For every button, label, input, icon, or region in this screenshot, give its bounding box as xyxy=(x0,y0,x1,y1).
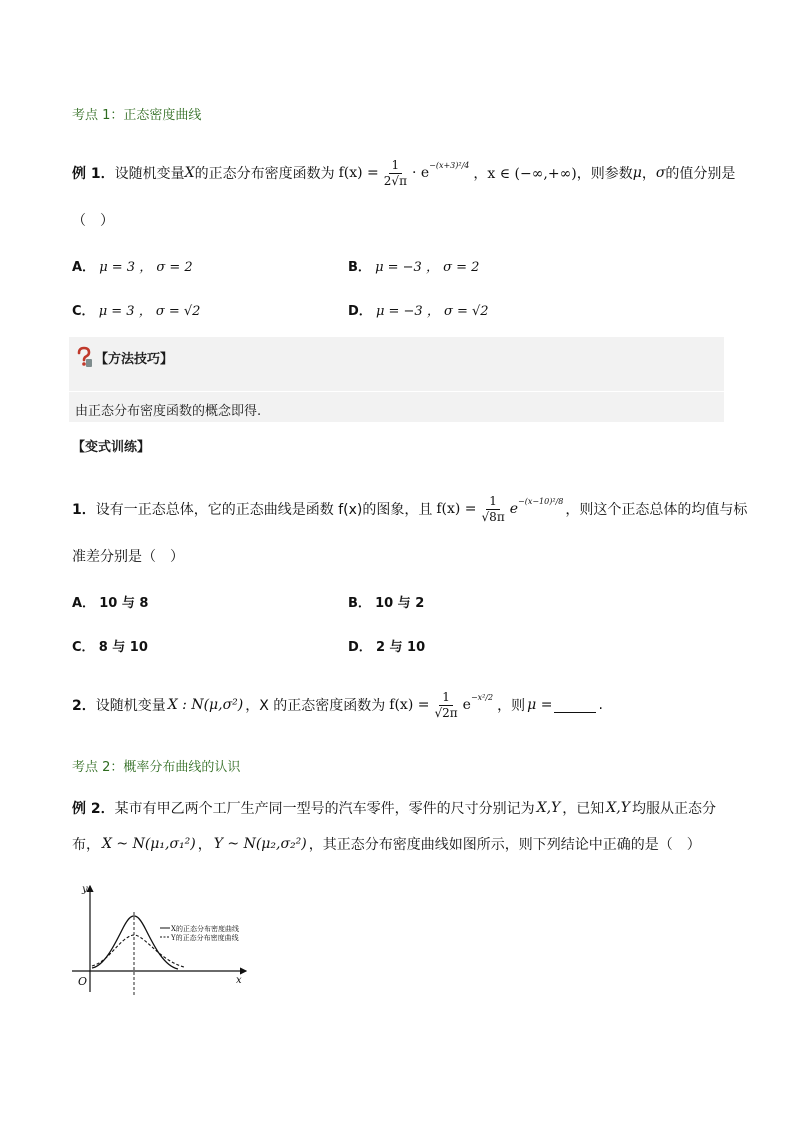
example-1-exponent: −(x+3)²/4 xyxy=(429,160,470,170)
question-2-fraction xyxy=(432,690,459,721)
option-letter: B． xyxy=(348,596,371,611)
example-1-text-after: ，则参数 xyxy=(576,166,633,182)
example-1-text-before: 设随机变量 xyxy=(114,166,185,182)
option-text: 8 与 10 xyxy=(98,640,148,655)
example-2-text1: 某市有甲乙两个工厂生产同一型号的汽车零件，零件的尺寸分别记为 xyxy=(114,801,535,817)
question-2-exponent: −x²/2 xyxy=(470,692,494,702)
example-1-fraction xyxy=(382,158,409,189)
question-1-frac-den: √8π xyxy=(481,509,505,524)
example-1-frac-den: 2√π xyxy=(383,173,407,188)
question-2-frac-num: 1 xyxy=(439,690,453,706)
question-1-line2: 准差分别是（ ） xyxy=(72,549,184,565)
question-1-option-b[interactable] xyxy=(348,592,424,611)
option-letter: C． xyxy=(72,640,95,655)
x-density-curve xyxy=(92,916,178,969)
tip-body: 由正态分布密度函数的概念即得. xyxy=(75,404,262,419)
density-curves-figure xyxy=(68,876,278,1000)
example-2-label: 例 2． xyxy=(72,801,115,817)
question-2-label: 2． xyxy=(72,698,96,714)
option-letter: D． xyxy=(348,304,372,319)
example-2-text2-end: ，其正态分布密度曲线如图所示，则下列结论中正确的是（ ） xyxy=(308,837,701,853)
option-text: μ = 3 ， σ = √2 xyxy=(98,304,201,319)
example-1-label: 例 1． xyxy=(72,166,115,182)
y-axis-label: y xyxy=(82,884,88,895)
option-text: μ = −3 ， σ = 2 xyxy=(375,260,480,275)
example-2-vars: X,Y xyxy=(536,800,561,816)
question-2-dist: X : N(μ,σ²) xyxy=(167,697,244,713)
option-text: 2 与 10 xyxy=(375,640,426,655)
example-1-frac-num: 1 xyxy=(389,158,403,174)
question-2-end: . xyxy=(598,697,603,713)
question-1-option-d[interactable] xyxy=(348,636,425,655)
section-heading-1: 考点 1：正态密度曲线 xyxy=(72,108,202,123)
example-2-text1-tail: 均服从正态分 xyxy=(631,801,716,817)
option-letter: B． xyxy=(348,260,371,275)
question-1-stem xyxy=(72,488,747,530)
question-1-exponent: −(x−10)²/8 xyxy=(518,496,564,506)
example-1-mu: μ xyxy=(632,165,642,181)
example-2-line1 xyxy=(72,798,716,818)
example-1-domain: ，x ∈ (−∞,+∞) xyxy=(473,166,577,182)
question-1-option-a[interactable] xyxy=(72,592,148,611)
question-1-text-after: ，则这个正态总体的均值与标 xyxy=(565,502,748,518)
section-heading-2: 考点 2：概率分布曲线的认识 xyxy=(72,760,241,775)
question-mark-icon xyxy=(75,346,93,368)
question-2-frac-den: √2π xyxy=(434,705,458,720)
example-2-dist-x: X ~ N(μ₁,σ₁²) xyxy=(102,836,196,852)
question-2-stem xyxy=(72,684,603,726)
example-1-paren: （ ） xyxy=(72,213,114,229)
example-1-option-b[interactable] xyxy=(348,256,479,275)
example-1-text-mid: 的正态分布密度函数为 xyxy=(194,166,335,182)
question-2-text-mid: ，X 的正态密度函数为 xyxy=(245,698,386,714)
option-text: μ = −3 ， σ = √2 xyxy=(375,304,489,319)
question-1-option-c[interactable] xyxy=(72,636,148,655)
question-2-formula-lhs: f(x) = xyxy=(389,697,430,713)
question-1-fraction xyxy=(480,494,507,525)
question-2-text-after: ，则 xyxy=(497,698,526,714)
example-2-sep: ， xyxy=(197,837,212,853)
x-axis-label: x xyxy=(236,975,242,986)
answer-blank[interactable] xyxy=(554,698,596,713)
example-1-exp-base: · e xyxy=(411,165,430,181)
example-2-line2 xyxy=(72,834,701,854)
legend-x-label: X的正态分布密度曲线 xyxy=(171,925,239,933)
example-1-option-c[interactable] xyxy=(72,300,200,319)
question-1-text-before: 设有一正态总体，它的正态曲线是函数 f(x)的图象，且 xyxy=(95,502,433,518)
example-1-option-d[interactable] xyxy=(348,300,489,319)
question-1-frac-num: 1 xyxy=(486,494,500,510)
tip-divider xyxy=(69,391,724,392)
option-letter: C． xyxy=(72,304,95,319)
option-letter: A． xyxy=(72,596,96,611)
tip-title: 【方法技巧】 xyxy=(95,351,174,367)
question-2-mu: μ = xyxy=(527,697,553,713)
example-2-vars-2: X,Y xyxy=(606,800,630,816)
option-text: 10 与 2 xyxy=(375,596,425,611)
example-2-dist-y: Y ~ N(μ₂,σ₂²) xyxy=(213,836,307,852)
option-letter: D． xyxy=(348,640,372,655)
tip-header xyxy=(75,346,173,368)
question-1-formula-lhs: f(x) = xyxy=(436,501,477,517)
legend-y-label: Y的正态分布密度曲线 xyxy=(171,934,239,942)
question-2-exp-base: e xyxy=(462,697,471,713)
question-1-label: 1． xyxy=(72,502,96,518)
option-text: 10 与 8 xyxy=(99,596,149,611)
example-1-stem xyxy=(72,152,735,194)
question-1-exp-base: e xyxy=(509,501,518,517)
example-1-sep: ， xyxy=(641,166,656,182)
example-2-text1-end: ，已知 xyxy=(562,801,605,817)
example-2-text2-start: 布， xyxy=(72,837,100,853)
practice-title: 【变式训练】 xyxy=(72,440,151,455)
example-1-sigma: σ xyxy=(655,165,666,181)
option-text: μ = 3 ， σ = 2 xyxy=(99,260,193,275)
method-tip-box xyxy=(69,337,724,422)
question-2-text-before: 设随机变量 xyxy=(95,698,166,714)
example-1-var-x: X xyxy=(184,165,195,181)
origin-label: O xyxy=(78,975,88,988)
option-letter: A． xyxy=(72,260,96,275)
example-1-option-a[interactable] xyxy=(72,256,193,275)
example-1-formula-lhs: f(x) = xyxy=(338,165,379,181)
example-1-text-end: 的值分别是 xyxy=(665,166,736,182)
